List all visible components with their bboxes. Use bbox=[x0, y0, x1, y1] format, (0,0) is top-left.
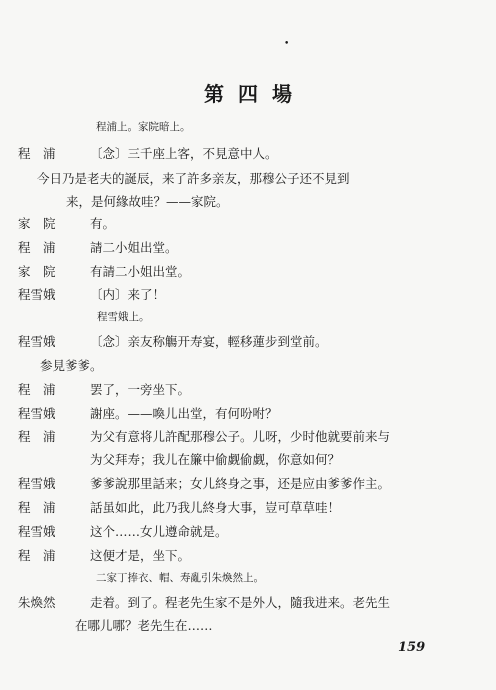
dialogue-text: 〔念〕亲友称觴开寿宴，輕移蓮步到堂前。 bbox=[90, 334, 328, 349]
dialogue-text: 謝座。——喚儿出堂，有何吩咐？ bbox=[90, 406, 278, 421]
speaker-name: 程 浦 bbox=[18, 500, 56, 515]
stage-direction: 二家丁捧衣、帽、寿亂引朱煥然上。 bbox=[96, 572, 264, 584]
dialogue-text: 話虽如此，此乃我儿終身大事，豈可草草哇！ bbox=[90, 500, 341, 515]
stage-direction: 程雪娥上。 bbox=[97, 311, 150, 323]
speaker-name: 程雪娥 bbox=[18, 406, 56, 421]
dialogue-text: 〔念〕三千座上客，不見意中人。 bbox=[90, 146, 278, 161]
dialogue-text: 有請二小姐出堂。 bbox=[90, 264, 191, 279]
speaker-name: 程雪娥 bbox=[18, 287, 56, 302]
speaker-name: 程雪娥 bbox=[18, 476, 56, 491]
dialogue-continuation: 在哪儿哪？老先生在…… bbox=[75, 618, 213, 633]
speaker-name: 家 院 bbox=[18, 216, 56, 231]
dialogue-text: 有。 bbox=[90, 216, 116, 231]
speaker-name: 程雪娥 bbox=[18, 334, 56, 349]
speaker-name: 程 浦 bbox=[18, 429, 56, 444]
speaker-name: 程 浦 bbox=[18, 240, 56, 255]
speaker-name: 程 浦 bbox=[18, 382, 56, 397]
stage-direction: 程浦上。家院暗上。 bbox=[96, 121, 191, 133]
speaker-name: 朱煥然 bbox=[18, 595, 56, 610]
dialogue-continuation: 来，是何緣故哇？——家院。 bbox=[66, 194, 229, 209]
dialogue-text: 为父有意将儿許配那穆公子。儿呀，少时他就要前来与 bbox=[90, 429, 391, 444]
speaker-name: 程 浦 bbox=[18, 146, 56, 161]
dialogue-text: 罢了，一旁坐下。 bbox=[90, 382, 191, 397]
dialogue-text: 爹爹說那里話来；女儿終身之事，还是应由爹爹作主。 bbox=[90, 476, 391, 491]
dialogue-text: 請二小姐出堂。 bbox=[90, 240, 178, 255]
speaker-name: 程雪娥 bbox=[18, 524, 56, 539]
dialogue-continuation: 为父拜寿；我儿在簾中偷觑偷觑，你意如何？ bbox=[90, 452, 341, 467]
speaker-name: 程 浦 bbox=[18, 548, 56, 563]
dialogue-text: 这个……女儿遵命就是。 bbox=[90, 524, 228, 539]
dialogue-continuation: 今日乃是老夫的誕辰，来了許多亲友，那穆公子还不見到 bbox=[37, 171, 350, 186]
page-title: 第四場 bbox=[204, 82, 306, 106]
page-number: 159 bbox=[398, 640, 426, 655]
dialogue-text: 这便才是，坐下。 bbox=[90, 548, 191, 563]
dialogue-text: 走着。到了。程老先生家不是外人，隨我进来。老先生 bbox=[90, 595, 391, 610]
header-mark: • bbox=[284, 39, 290, 49]
dialogue-continuation: 参見爹爹。 bbox=[40, 358, 103, 373]
dialogue-text: 〔内〕来了！ bbox=[90, 287, 166, 302]
speaker-name: 家 院 bbox=[18, 264, 56, 279]
